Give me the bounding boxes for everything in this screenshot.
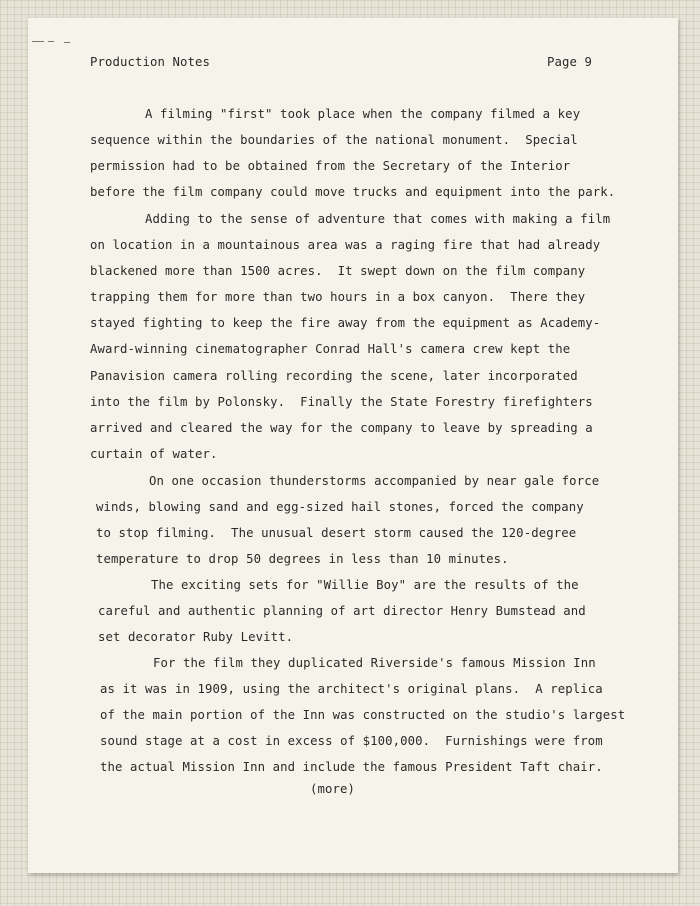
text-line: blackened more than 1500 acres. It swept down on the film company xyxy=(90,264,586,278)
text-line: trapping them for more than two hours in a box canyon. There they xyxy=(90,290,586,304)
text-line: the actual Mission Inn and include the famous President Taft chair. xyxy=(100,760,603,774)
text-line: sequence within the boundaries of the national monument. Special xyxy=(90,133,578,147)
text-line: On one occasion thunderstorms accompanied by near gale force xyxy=(149,474,600,488)
text-line: Adding to the sense of adventure that comes with making a film xyxy=(145,212,611,226)
text-line: into the film by Polonsky. Finally the State Forestry firefighters xyxy=(90,395,593,409)
text-line: careful and authentic planning of art director Henry Bumstead and xyxy=(98,604,586,618)
text-line: A filming "first" took place when the company filmed a key xyxy=(145,107,581,121)
text-line: of the main portion of the Inn was constructed on the studio's largest xyxy=(100,708,626,722)
text-line: winds, blowing sand and egg-sized hail stones, forced the company xyxy=(96,500,584,514)
text-line: on location in a mountainous area was a raging fire that had already xyxy=(90,238,601,252)
document-page xyxy=(28,18,678,873)
text-line: The exciting sets for "Willie Boy" are the results of the xyxy=(151,578,579,592)
header-title: Production Notes xyxy=(90,55,211,69)
page-number: Page 9 xyxy=(547,55,593,69)
more-marker: (more) xyxy=(310,782,356,796)
text-line: set decorator Ruby Levitt. xyxy=(98,630,294,644)
staple-mark xyxy=(32,41,72,43)
text-line: arrived and cleared the way for the company to leave by spreading a xyxy=(90,421,593,435)
text-line: temperature to drop 50 degrees in less than 10 minutes. xyxy=(96,552,509,566)
text-line: as it was in 1909, using the architect's original plans. A replica xyxy=(100,682,603,696)
text-line: sound stage at a cost in excess of $100,000. Furnishings were from xyxy=(100,734,603,748)
text-line: stayed fighting to keep the fire away from the equipment as Academy- xyxy=(90,316,601,330)
text-line: before the film company could move trucks and equipment into the park. xyxy=(90,185,616,199)
text-line: For the film they duplicated Riverside's famous Mission Inn xyxy=(153,656,596,670)
text-line: Panavision camera rolling recording the scene, later incorporated xyxy=(90,369,578,383)
text-line: permission had to be obtained from the Secretary of the Interior xyxy=(90,159,571,173)
text-line: to stop filming. The unusual desert storm caused the 120-degree xyxy=(96,526,577,540)
text-line: Award-winning cinematographer Conrad Hall's camera crew kept the xyxy=(90,342,571,356)
text-line: curtain of water. xyxy=(90,447,218,461)
